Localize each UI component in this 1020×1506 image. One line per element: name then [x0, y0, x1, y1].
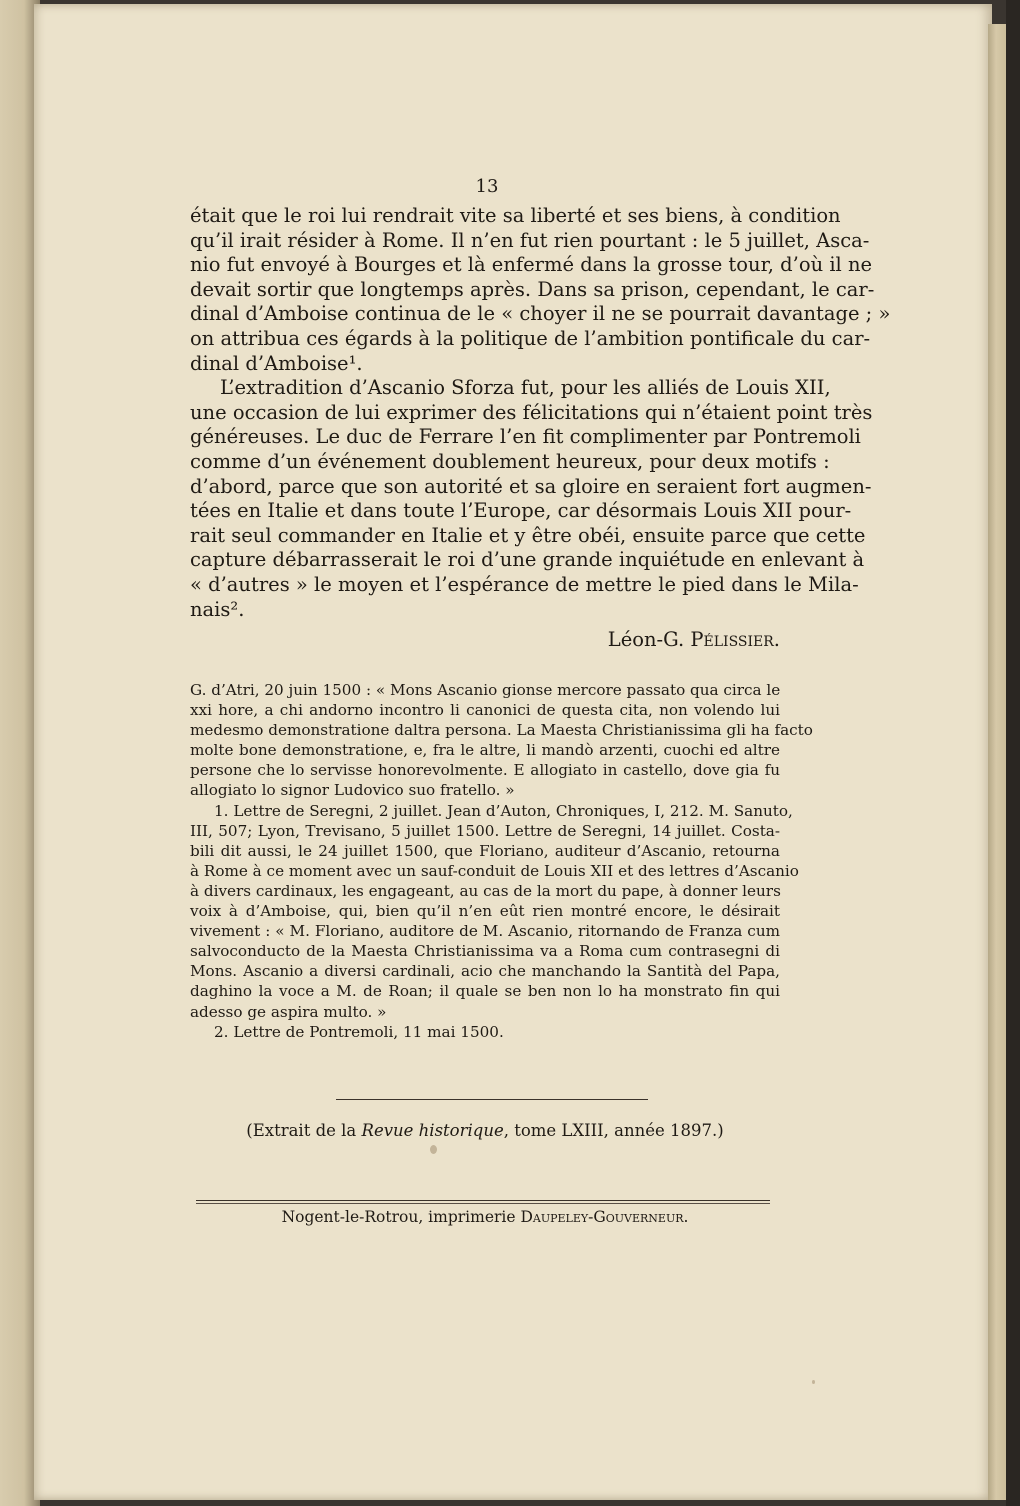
- imprint-prefix: Nogent-le-Rotrou, imprimerie: [281, 1208, 521, 1226]
- journal-title: Revue historique: [361, 1121, 504, 1140]
- footnote-line: salvoconducto de la Maesta Christianissima va a Roma cum contrasegni di: [190, 942, 780, 961]
- text-line: dinal d’Amboise¹.: [190, 351, 363, 375]
- footnote-line: adesso ge aspira multo. »: [190, 1002, 387, 1021]
- text-line: rait seul commander en Italie et y être obéi, ensuite parce que cette: [190, 523, 866, 547]
- text-line: généreuses. Le duc de Ferrare l’en fit complimenter par Pontremoli: [190, 425, 861, 449]
- text-line: comme d’un événement doublement heureux, pour deux motifs :: [190, 449, 830, 473]
- divider-rule: [196, 1203, 770, 1204]
- printer-name: Daupeley-Gouverneur.: [520, 1208, 689, 1226]
- scan-border: [1006, 0, 1020, 1506]
- text-line: d’abord, parce que son autorité et sa gloire en seraient fort augmen-: [190, 474, 872, 498]
- footnote-line: allogiato lo signor Ludovico suo fratello. »: [190, 781, 515, 800]
- text-line: était que le roi lui rendrait vite sa liberté et ses biens, à condition: [190, 204, 841, 227]
- divider-rule: [196, 1200, 770, 1201]
- text-line: dinal d’Amboise continua de le « choyer il ne se pourrait davantage ; »: [190, 302, 891, 326]
- divider-rule: [336, 1099, 648, 1100]
- text-line: nais².: [190, 597, 245, 621]
- text-line: devait sortir que longtemps après. Dans sa prison, cependant, le car-: [190, 277, 875, 301]
- footnote-line: à Rome à ce moment avec un sauf-conduit de Louis XII et des lettres d’Ascanio: [190, 861, 799, 880]
- printer-imprint: [190, 1208, 780, 1226]
- page-stack-edge: [988, 24, 1006, 1500]
- footnote-line: bili dit aussi, le 24 juillet 1500, que Floriano, auditeur d’Ascanio, retourna: [190, 841, 780, 860]
- extract-note: [190, 1121, 780, 1140]
- page-number: 13: [475, 176, 499, 197]
- footnote-line: vivement : « M. Floriano, auditore de M. Ascanio, ritornando de Franza cum: [190, 922, 780, 941]
- text-line: une occasion de lui exprimer des félicitations qui n’étaient point très: [190, 400, 873, 424]
- text-line: nio fut envoyé à Bourges et là enfermé dans la grosse tour, d’où il ne: [190, 253, 873, 277]
- paper-stain: [812, 1380, 815, 1384]
- footnote-line: à divers cardinaux, les engageant, au cas de la mort du pape, à donner leurs: [190, 881, 781, 900]
- text-line: « d’autres » le moyen et l’espérance de mettre le pied dans le Mila-: [190, 572, 859, 596]
- footnote-line: daghino la voce a M. de Roan; il quale se ben non lo ha monstrato fin qui: [190, 982, 780, 1001]
- footnote-line: voix à d’Amboise, qui, bien qu’il n’en eût rien montré encore, le désirait: [190, 902, 780, 921]
- footnote-line: 1. Lettre de Seregni, 2 juillet. Jean d’Auton, Chroniques, I, 212. M. Sanuto,: [214, 801, 793, 820]
- extract-suffix: , tome LXIII, année 1897.): [503, 1121, 724, 1140]
- signature-prefix: Léon-G.: [607, 628, 691, 651]
- footnote-line: 2. Lettre de Pontremoli, 11 mai 1500.: [214, 1022, 504, 1041]
- footnote-line: G. d’Atri, 20 juin 1500 : « Mons Ascanio gionse mercore passato qua circa le: [190, 681, 781, 699]
- footnote-line: persone che lo servisse honorevolmente. E allogiato in castello, dove gia fu: [190, 761, 780, 780]
- text-line: tées en Italie et dans toute l’Europe, car désormais Louis XII pour-: [190, 499, 852, 523]
- footnote-line: xxi hore, a chi andorno incontro li canonici de questa cita, non volendo lui: [190, 701, 780, 720]
- footnote-line: medesmo demonstratione daltra persona. La Maesta Christianissima gli ha facto: [190, 721, 813, 740]
- extract-prefix: (Extrait de la: [246, 1121, 362, 1140]
- footnote-line: Mons. Ascanio a diversi cardinali, acio che manchando la Santità del Papa,: [190, 962, 780, 981]
- text-line: on attribua ces égards à la politique de l’ambition pontificale du car-: [190, 326, 871, 350]
- paper-stain: [430, 1145, 437, 1154]
- footnote-line: molte bone demonstratione, e, fra le altre, li mandò arzenti, cuochi ed altre: [190, 741, 780, 760]
- main-text: [190, 204, 891, 622]
- text-line: L’extradition d’Ascanio Sforza fut, pour les alliés de Louis XII,: [220, 376, 831, 400]
- text-line: capture débarrasserait le roi d’une grande inquiétude en enlevant à: [190, 548, 865, 572]
- author-signature: [520, 628, 780, 651]
- footnote-line: III, 507; Lyon, Trevisano, 5 juillet 1500. Lettre de Seregni, 14 juillet. Costa-: [190, 821, 780, 840]
- footnotes: [190, 680, 813, 1042]
- text-line: qu’il irait résider à Rome. Il n’en fut rien pourtant : le 5 juillet, Asca-: [190, 228, 870, 252]
- signature-name: Pélissier.: [690, 628, 780, 651]
